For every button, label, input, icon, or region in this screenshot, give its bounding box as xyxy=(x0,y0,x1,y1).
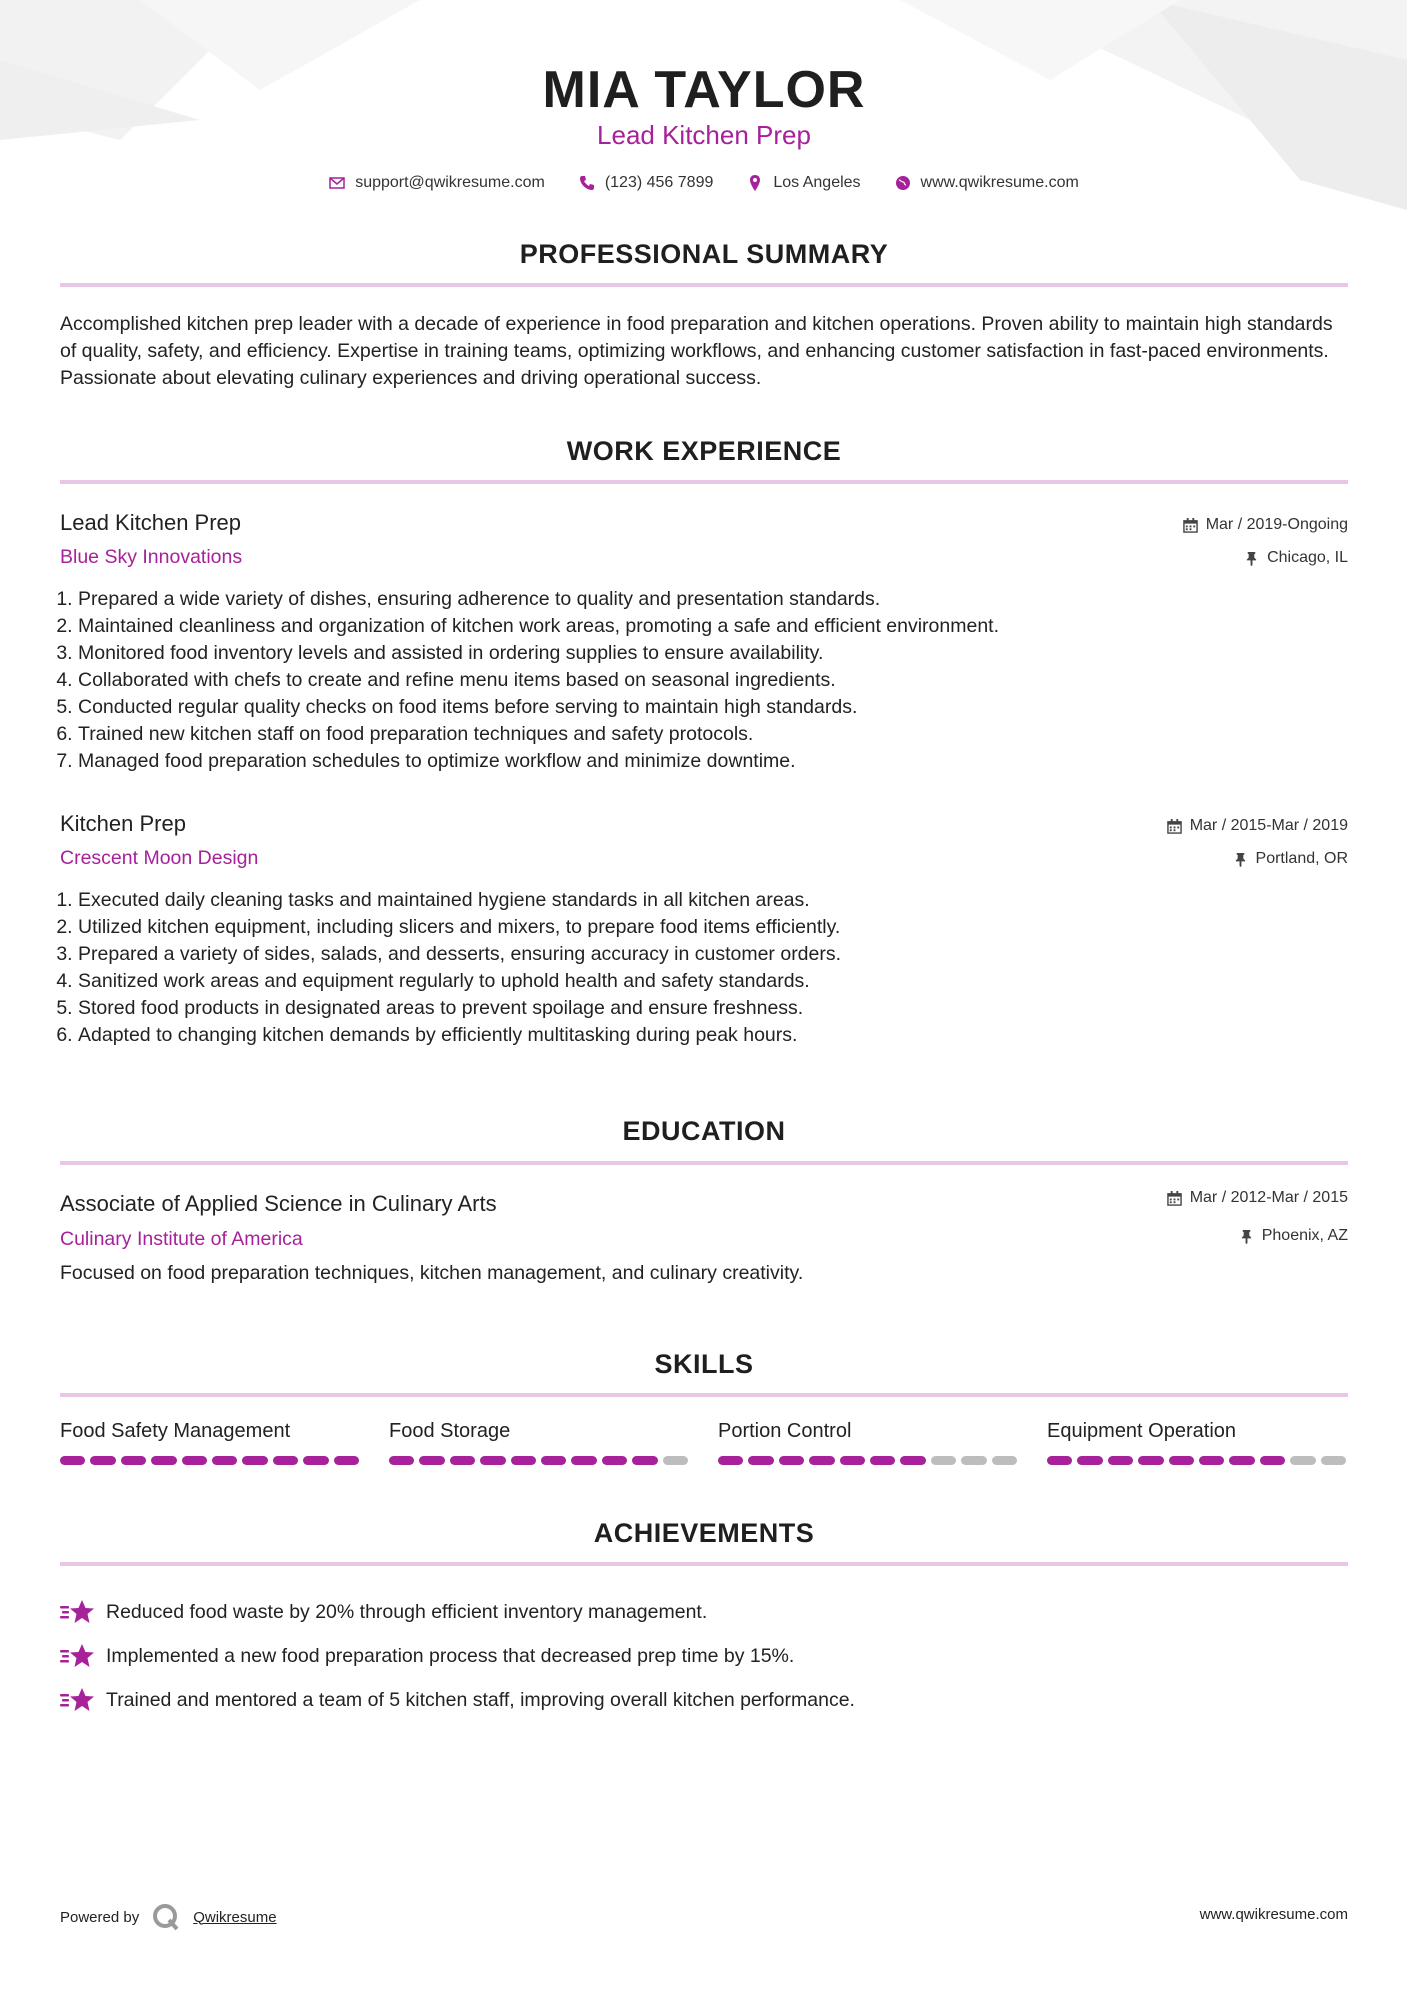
contact-bar xyxy=(60,174,1348,192)
achievement-text: Trained and mentored a team of 5 kitchen staff, improving overall kitchen performance. xyxy=(106,1688,855,1711)
skill-item xyxy=(718,1420,1017,1465)
list-item xyxy=(60,1678,1348,1722)
list-item: 2. Utilized kitchen equipment, including slicers and mixers, to prepare food items efficiently. xyxy=(78,914,1348,941)
skill-segment-filled xyxy=(60,1456,85,1465)
contact-email[interactable] xyxy=(329,174,545,192)
job-company: Crescent Moon Design xyxy=(60,847,259,869)
list-item: 6. Trained new kitchen staff on food preparation techniques and safety protocols. xyxy=(78,721,1348,748)
pushpin-icon xyxy=(1239,1229,1254,1244)
skill-level-bar xyxy=(389,1456,688,1465)
contact-location xyxy=(747,174,860,192)
skill-segment-filled xyxy=(212,1456,237,1465)
list-item: 6. Adapted to changing kitchen demands by efficiently multitasking during peak hours. xyxy=(78,1022,1348,1049)
footer-website-link[interactable]: www.qwikresume.com xyxy=(1199,1906,1348,1923)
skill-level-bar xyxy=(718,1456,1017,1465)
job-location xyxy=(1233,850,1348,868)
skill-segment-empty xyxy=(1321,1456,1346,1465)
qwikresume-logo-icon xyxy=(151,1902,181,1932)
job-dates xyxy=(1167,817,1348,835)
skill-segment-filled xyxy=(419,1456,444,1465)
skill-segment-empty xyxy=(1290,1456,1315,1465)
location-text: Los Angeles xyxy=(773,174,861,191)
skill-name: Portion Control xyxy=(718,1420,852,1442)
contact-phone[interactable] xyxy=(579,174,714,192)
skill-segment-filled xyxy=(840,1456,865,1465)
job-location-text: Portland, OR xyxy=(1255,850,1348,867)
skill-segment-filled xyxy=(1199,1456,1224,1465)
section-divider xyxy=(60,283,1348,287)
skill-segment-filled xyxy=(90,1456,115,1465)
brand-link[interactable]: Qwikresume xyxy=(193,1908,277,1926)
section-divider xyxy=(60,1161,1348,1165)
section-title-skills: SKILLS xyxy=(654,1349,754,1379)
section-title-experience: WORK EXPERIENCE xyxy=(566,436,842,466)
section-title-achievements: ACHIEVEMENTS xyxy=(593,1518,815,1548)
job-title: Lead Kitchen Prep xyxy=(60,510,242,535)
candidate-name: MIA TAYLOR xyxy=(542,61,866,119)
shooting-star-icon xyxy=(60,1686,94,1714)
skill-name: Food Safety Management xyxy=(60,1420,291,1442)
skill-segment-filled xyxy=(480,1456,505,1465)
list-item: 5. Conducted regular quality checks on food items before serving to maintain high standards. xyxy=(78,694,1348,721)
education-description: Focused on food preparation techniques, kitchen management, and culinary creativity. xyxy=(60,1262,804,1284)
skill-segment-empty xyxy=(961,1456,986,1465)
skill-item xyxy=(389,1420,688,1465)
phone-text: (123) 456 7899 xyxy=(604,174,714,191)
resume-page xyxy=(60,0,1348,1990)
skill-segment-filled xyxy=(1229,1456,1254,1465)
summary-text: Accomplished kitchen prep leader with a decade of experience in food preparation and kitchen operations. Proven ability to maintain high standards of quality, safety, and efficiency. Expertise in training teams, optimizing workflows, and enhancing customer satisfaction in fast-paced environments. Passionate about elevating culinary experiences and driving operational success. xyxy=(60,313,1333,389)
skill-item xyxy=(60,1420,359,1465)
skill-segment-filled xyxy=(1108,1456,1133,1465)
skill-segment-filled xyxy=(779,1456,804,1465)
calendar-icon xyxy=(1167,1191,1182,1206)
skill-segment-filled xyxy=(334,1456,359,1465)
section-title-education: EDUCATION xyxy=(622,1116,786,1146)
skill-segment-filled xyxy=(900,1456,925,1465)
education-degree: Associate of Applied Science in Culinary Arts xyxy=(60,1191,497,1216)
shooting-star-icon xyxy=(60,1642,94,1670)
skill-segment-empty xyxy=(663,1456,688,1465)
skill-segment-filled xyxy=(1047,1456,1072,1465)
skill-segment-filled xyxy=(1260,1456,1285,1465)
section-divider xyxy=(60,480,1348,484)
list-item xyxy=(60,1590,1348,1634)
globe-icon xyxy=(895,175,911,191)
job-duties-list xyxy=(60,887,1348,1049)
job-title: Kitchen Prep xyxy=(60,811,186,836)
list-item: 7. Managed food preparation schedules to optimize workflow and minimize downtime. xyxy=(78,748,1348,775)
skill-level-bar xyxy=(60,1456,359,1465)
skill-segment-filled xyxy=(632,1456,657,1465)
skill-name: Equipment Operation xyxy=(1047,1420,1237,1442)
job-location xyxy=(1244,549,1348,567)
skill-segment-filled xyxy=(182,1456,207,1465)
skill-name: Food Storage xyxy=(389,1420,511,1442)
job-location-text: Chicago, IL xyxy=(1267,549,1348,566)
list-item: 4. Sanitized work areas and equipment regularly to uphold health and safety standards. xyxy=(78,968,1348,995)
achievement-text: Implemented a new food preparation process that decreased prep time by 15%. xyxy=(106,1644,795,1667)
calendar-icon xyxy=(1167,819,1182,834)
skill-segment-filled xyxy=(511,1456,536,1465)
education-dates xyxy=(1167,1189,1348,1207)
contact-website[interactable] xyxy=(895,174,1079,192)
pushpin-icon xyxy=(1233,852,1248,867)
skill-segment-filled xyxy=(748,1456,773,1465)
list-item: 4. Collaborated with chefs to create and refine menu items based on seasonal ingredients. xyxy=(78,667,1348,694)
list-item: 1. Prepared a wide variety of dishes, ensuring adherence to quality and presentation standards. xyxy=(78,586,1348,613)
skill-item xyxy=(1047,1420,1346,1465)
job-duties-list xyxy=(60,586,1348,775)
skill-segment-filled xyxy=(450,1456,475,1465)
list-item: 5. Stored food products in designated areas to prevent spoilage and ensure freshness. xyxy=(78,995,1348,1022)
skill-segment-filled xyxy=(121,1456,146,1465)
skill-segment-filled xyxy=(389,1456,414,1465)
skill-segment-filled xyxy=(541,1456,566,1465)
achievements-list xyxy=(60,1590,1348,1722)
skill-segment-empty xyxy=(992,1456,1017,1465)
skill-segment-filled xyxy=(571,1456,596,1465)
skill-segment-filled xyxy=(809,1456,834,1465)
job-company: Blue Sky Innovations xyxy=(60,546,243,568)
skill-segment-filled xyxy=(602,1456,627,1465)
skill-segment-filled xyxy=(242,1456,267,1465)
education-school: Culinary Institute of America xyxy=(60,1228,303,1250)
section-divider xyxy=(60,1562,1348,1566)
calendar-icon xyxy=(1183,518,1198,533)
powered-by-label: Powered by xyxy=(60,1908,140,1926)
education-dates-text: Mar / 2012-Mar / 2015 xyxy=(1189,1189,1348,1206)
email-text: support@qwikresume.com xyxy=(355,174,545,191)
phone-icon xyxy=(579,175,595,191)
education-location-text: Phoenix, AZ xyxy=(1261,1227,1348,1244)
footer-powered-by xyxy=(60,1902,277,1932)
skill-segment-filled xyxy=(1169,1456,1194,1465)
list-item xyxy=(60,1634,1348,1678)
skill-segment-filled xyxy=(1138,1456,1163,1465)
achievement-text: Reduced food waste by 20% through efficient inventory management. xyxy=(106,1600,708,1623)
shooting-star-icon xyxy=(60,1598,94,1626)
map-marker-icon xyxy=(747,175,763,191)
skill-level-bar xyxy=(1047,1456,1346,1465)
skill-segment-filled xyxy=(870,1456,895,1465)
skill-segment-filled xyxy=(1077,1456,1102,1465)
skills-grid xyxy=(60,1420,1348,1465)
education-location xyxy=(1239,1227,1348,1245)
skill-segment-empty xyxy=(931,1456,956,1465)
job-dates xyxy=(1183,516,1348,534)
list-item: 1. Executed daily cleaning tasks and maintained hygiene standards in all kitchen areas. xyxy=(78,887,1348,914)
job-dates-text: Mar / 2019-Ongoing xyxy=(1205,516,1348,533)
envelope-icon xyxy=(329,175,345,191)
skill-segment-filled xyxy=(273,1456,298,1465)
section-title-summary: PROFESSIONAL SUMMARY xyxy=(519,239,889,269)
candidate-role: Lead Kitchen Prep xyxy=(597,120,811,150)
list-item: 2. Maintained cleanliness and organization of kitchen work areas, promoting a safe and efficient environment. xyxy=(78,613,1348,640)
job-dates-text: Mar / 2015-Mar / 2019 xyxy=(1189,817,1348,834)
list-item: 3. Monitored food inventory levels and assisted in ordering supplies to ensure availability. xyxy=(78,640,1348,667)
pushpin-icon xyxy=(1244,551,1259,566)
skill-segment-filled xyxy=(718,1456,743,1465)
skill-segment-filled xyxy=(151,1456,176,1465)
website-text: www.qwikresume.com xyxy=(920,174,1079,191)
section-divider xyxy=(60,1393,1348,1397)
list-item: 3. Prepared a variety of sides, salads, and desserts, ensuring accuracy in customer orders. xyxy=(78,941,1348,968)
skill-segment-filled xyxy=(303,1456,328,1465)
